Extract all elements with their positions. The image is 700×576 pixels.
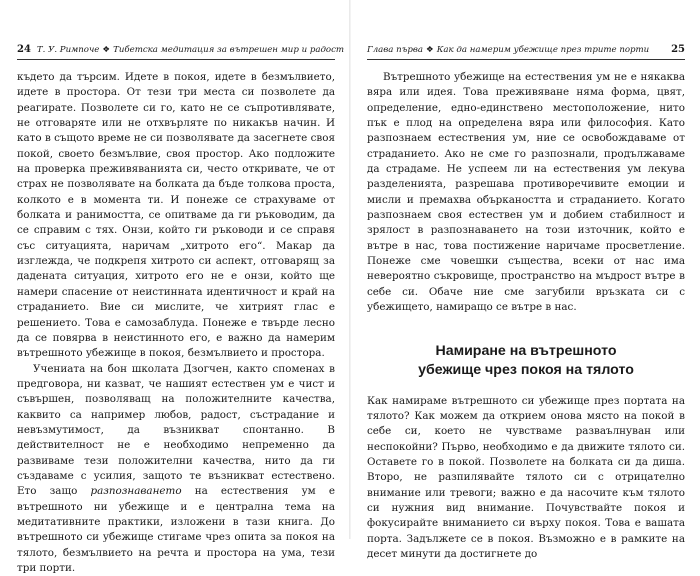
book-gutter: [349, 0, 351, 539]
right-page-header: [367, 44, 685, 60]
paragraph-text: на естествения ум е вътрешното ни убежище и е централна тема на медитативните практики, изложени в тази книга. До вътрешното си убежище стигаме чрез опита за покоя на тялото, безмълвието на речта и простора на ума, тези три порти.: [17, 485, 335, 574]
header-separator-icon: ❖: [426, 45, 434, 55]
section-title-line: Намиране на вътрешното: [435, 342, 617, 359]
page-number: 24: [17, 44, 31, 55]
left-page: [17, 44, 345, 576]
header-separator-icon: ❖: [102, 45, 111, 55]
right-page-body: [367, 70, 685, 562]
left-page-header: [17, 44, 345, 60]
header-author: Т. У. Римпоче: [36, 45, 100, 55]
header-text: [367, 44, 649, 56]
paragraph: [17, 362, 335, 576]
section-title: [367, 342, 685, 380]
left-page-body: [17, 70, 335, 576]
paragraph: където да търсим. Идете в покоя, идете в безмълвието, идете в простора. От тези три места си позволете да реагирате. Позволете си го, като не се съпротивлявате, не отговаряте или не отхвърляте по никакъв начин. И като в същото време не си позволявате да засегнете своя покой, своето безмълвие, своя простор. Ако подложите на проверка преживяванията си, често откривате, че от страх не позволявате на болката да бъде толкова проста, колкото е в момента ти. И понеже се страхуваме от болката и ранимостта, се опитваме да ги ръководим, да се справим с тях. Онзи, който ги ръководи и се справя със ситуацията, наричам „хитрото его“. Макар да изглежда, че подкрепя хитрото си аспект, отговарящ за дадената ситуация, хитрото его не е онзи, който ще намери спасение от неистинната идентичност и край на страданието. Вие си мислите, че хитрият глас е решението. Това е самозаблуда. Понеже е твърде лесно да се повярва в неистинното его, е важно да намерим вътрешното убежище в покоя, безмълвието и простора.: [17, 71, 335, 360]
page-number: 25: [671, 44, 685, 55]
paragraph-text: Учениата на бон школата Дзогчен, както споменах в предговора, ни казват, че нашият естествен ум е чист и съвършен, позволяващ на положителните качества, каквито са например любов, радост, състрадание и невъзмутимост, да възникват спонтанно. В действителност не е необходимо непременно да развиваме тези положителни качества, нито да ги създаваме с усилия, защото те възникват естествено. Ето защо: [17, 362, 335, 498]
header-chapter: Глава първа: [367, 45, 424, 55]
section-title-line: убежище чрез покоя на тялото: [418, 361, 634, 378]
emphasis-text: разпознаването: [90, 485, 182, 498]
header-book-title: Тибетска медитация за вътрешен мир и радост: [113, 45, 345, 55]
header-text: [37, 44, 344, 56]
header-chapter-title: Как да намерим убежище през трите порти: [436, 45, 650, 55]
right-page: [367, 44, 685, 562]
paragraph: Как намираме вътрешното си убежище през портата на тялото? Как можем да открием онова място на покой в себе си, което не чувстваме разваълнуван или неспокойни? Първо, необходимо е да движите тялото си. Оставете го в покой. Позволете на болката си да диша. Второ, не разпилявайте тялото си с отрицателно внимание или тревоги; важно е да насочите към тялото си нужния вид внимание. Почувствайте покоя и фокусирайте вниманието си върху покоя. Това е вашата порта. Задължете се в покоя. Възможно е в рамките на десет минути да достигнете до: [367, 394, 685, 560]
paragraph: Вътрешното убежище на естествения ум не е някаква вяра или идея. Това преживяване няма форма, цвят, определение, едно-единствено местоположение, нито пък е плод на определена вяра или философия. Като разпознаем естествения ум, ние се освобождаваме от страданието. Ако не сме го разпознали, продължаваме да страдаме. Не успеем ли на естествения ум лекува разделенията, разрешава противоречивите емоции и мисли и премахва объркаността и страданието. Когато разпознаем своя естествен ум и добием стабилност и зрялост в разпознаването на този източник, който е вътре в нас, това постижение наричаме просветление. Понеже сме човешки същества, всеки от нас има невероятно съкровище, пространство на мъдрост вътре в себе си. Обаче ние сме загубили връзката си с убежището, намиращо се вътре в нас.: [367, 71, 685, 314]
